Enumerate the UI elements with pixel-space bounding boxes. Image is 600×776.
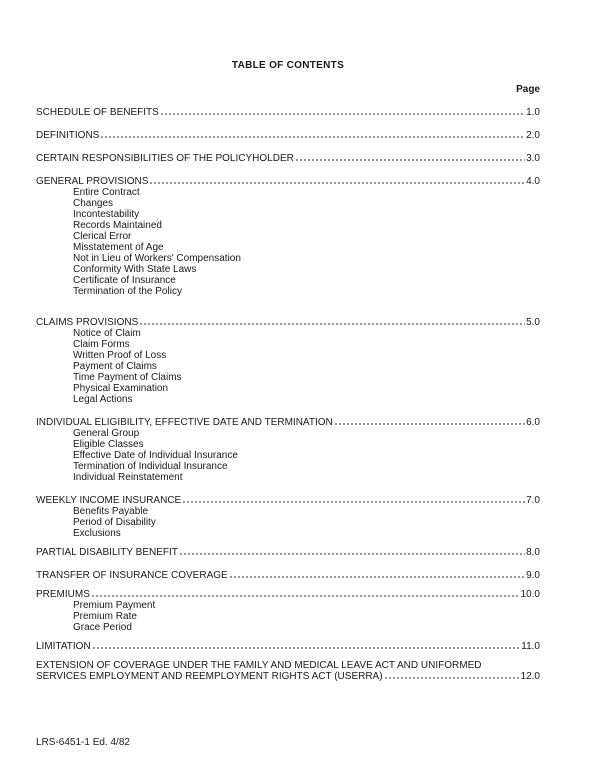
toc-row: [36, 176, 540, 187]
toc-entry-title: PREMIUMS: [36, 589, 90, 600]
toc-sub-item: Termination of the Policy: [73, 286, 182, 297]
toc-page-number: 3.0: [526, 153, 540, 164]
toc-row: [36, 317, 540, 328]
dot-leader: [179, 547, 525, 558]
toc-sub-item: Incontestability: [73, 209, 140, 220]
toc-row: [36, 107, 540, 118]
toc-sub-item: Period of Disability: [73, 517, 156, 528]
dot-leader: [182, 495, 525, 506]
dot-leader: [384, 671, 520, 682]
toc-entry-policyholder-responsibilities: [36, 153, 540, 164]
toc-page-number: 11.0: [521, 641, 540, 652]
toc-sub-item: Individual Reinstatement: [73, 472, 183, 483]
toc-sub-item: Exclusions: [73, 528, 121, 539]
toc-entry-general-provisions: [36, 176, 540, 297]
toc-row: [36, 130, 540, 141]
toc-sub-item: Clerical Error: [73, 231, 132, 242]
toc-entry-title-line-2: SERVICES EMPLOYMENT AND REEMPLOYMENT RIGHTS ACT (USERRA): [36, 671, 383, 682]
toc-entry-title: GENERAL PROVISIONS: [36, 176, 149, 187]
dot-leader: [229, 570, 525, 581]
toc-sub-item: Notice of Claim: [73, 328, 141, 339]
toc-sub-item: General Group: [73, 428, 140, 439]
dot-leader: [334, 417, 525, 428]
page-column-label: Page: [516, 84, 540, 95]
toc-entry-limitation: [36, 641, 540, 652]
table-of-contents: [36, 107, 540, 682]
dot-leader: [91, 589, 520, 600]
toc-entry-weekly-income-insurance: [36, 495, 540, 539]
toc-sub-item: Changes: [73, 198, 114, 209]
toc-row: [36, 417, 540, 428]
toc-entry-title: CERTAIN RESPONSIBILITIES OF THE POLICYHOLDER: [36, 153, 294, 164]
toc-entry-title: SCHEDULE OF BENEFITS: [36, 107, 159, 118]
toc-sub-item: Termination of Individual Insurance: [73, 461, 228, 472]
toc-sub-item: Conformity With State Laws: [73, 264, 197, 275]
dot-leader: [160, 107, 525, 118]
toc-page-number: 9.0: [526, 570, 540, 581]
toc-sub-list: [73, 428, 540, 483]
toc-entry-transfer-of-insurance-coverage: [36, 570, 540, 581]
toc-sub-item: Records Maintained: [73, 220, 162, 231]
toc-sub-item: Premium Payment: [73, 600, 156, 611]
toc-entry-title: DEFINITIONS: [36, 130, 100, 141]
toc-row: [36, 547, 540, 558]
toc-page-number: 5.0: [526, 317, 540, 328]
toc-row: [36, 153, 540, 164]
toc-page-number: 10.0: [520, 589, 540, 600]
toc-sub-item: Benefits Payable: [73, 506, 149, 517]
toc-sub-item: Claim Forms: [73, 339, 130, 350]
toc-entry-partial-disability-benefit: [36, 547, 540, 558]
toc-sub-item: Payment of Claims: [73, 361, 157, 372]
toc-sub-item: Written Proof of Loss: [73, 350, 167, 361]
toc-entry-title: WEEKLY INCOME INSURANCE: [36, 495, 182, 506]
toc-page-number: 1.0: [526, 107, 540, 118]
toc-entry-title: PARTIAL DISABILITY BENEFIT: [36, 547, 178, 558]
toc-sub-item: Legal Actions: [73, 394, 133, 405]
toc-sub-item: Certificate of Insurance: [73, 275, 176, 286]
dot-leader: [295, 153, 525, 164]
toc-sub-list: [73, 600, 540, 633]
toc-entry-title: INDIVIDUAL ELIGIBILITY, EFFECTIVE DATE AND TERMINATION: [36, 417, 333, 428]
toc-sub-list: [73, 506, 540, 539]
toc-sub-item: Entire Contract: [73, 187, 140, 198]
toc-page-number: 8.0: [526, 547, 540, 558]
toc-entry-title: CLAIMS PROVISIONS: [36, 317, 139, 328]
dot-leader: [92, 641, 521, 652]
toc-sub-item: Grace Period: [73, 622, 132, 633]
toc-sub-item: Physical Examination: [73, 383, 169, 394]
toc-entry-title-line-1: EXTENSION OF COVERAGE UNDER THE FAMILY AND MEDICAL LEAVE ACT AND UNIFORMED: [36, 660, 482, 671]
toc-entry-premiums: [36, 589, 540, 633]
toc-entry-extension-of-coverage-userra: [36, 660, 540, 682]
toc-page-number: 7.0: [526, 495, 540, 506]
toc-entry-individual-eligibility: [36, 417, 540, 483]
toc-row: [36, 641, 540, 652]
toc-sub-list: [73, 328, 540, 405]
toc-page-number: 4.0: [526, 176, 540, 187]
dot-leader: [139, 317, 525, 328]
toc-sub-item: Eligible Classes: [73, 439, 144, 450]
toc-sub-item: Time Payment of Claims: [73, 372, 182, 383]
toc-row: [36, 671, 540, 682]
toc-row: [36, 589, 540, 600]
toc-entry-title: TRANSFER OF INSURANCE COVERAGE: [36, 570, 228, 581]
page-title: TABLE OF CONTENTS: [231, 60, 345, 71]
toc-entry-claims-provisions: [36, 317, 540, 405]
toc-sub-item: Misstatement of Age: [73, 242, 164, 253]
toc-sub-item: Not in Lieu of Workers' Compensation: [73, 253, 241, 264]
dot-leader: [100, 130, 525, 141]
toc-row: [36, 570, 540, 581]
toc-page-number: 12.0: [520, 671, 540, 682]
form-number-footer: LRS-6451-1 Ed. 4/82: [36, 737, 130, 748]
toc-page-number: 6.0: [526, 417, 540, 428]
toc-entry-definitions: [36, 130, 540, 141]
dot-leader: [149, 176, 525, 187]
toc-entry-schedule-of-benefits: [36, 107, 540, 118]
toc-sub-item: Effective Date of Individual Insurance: [73, 450, 238, 461]
toc-page-number: 2.0: [526, 130, 540, 141]
toc-entry-title: LIMITATION: [36, 641, 91, 652]
toc-sub-item: Premium Rate: [73, 611, 137, 622]
toc-sub-list: [73, 187, 540, 297]
toc-row: [36, 495, 540, 506]
